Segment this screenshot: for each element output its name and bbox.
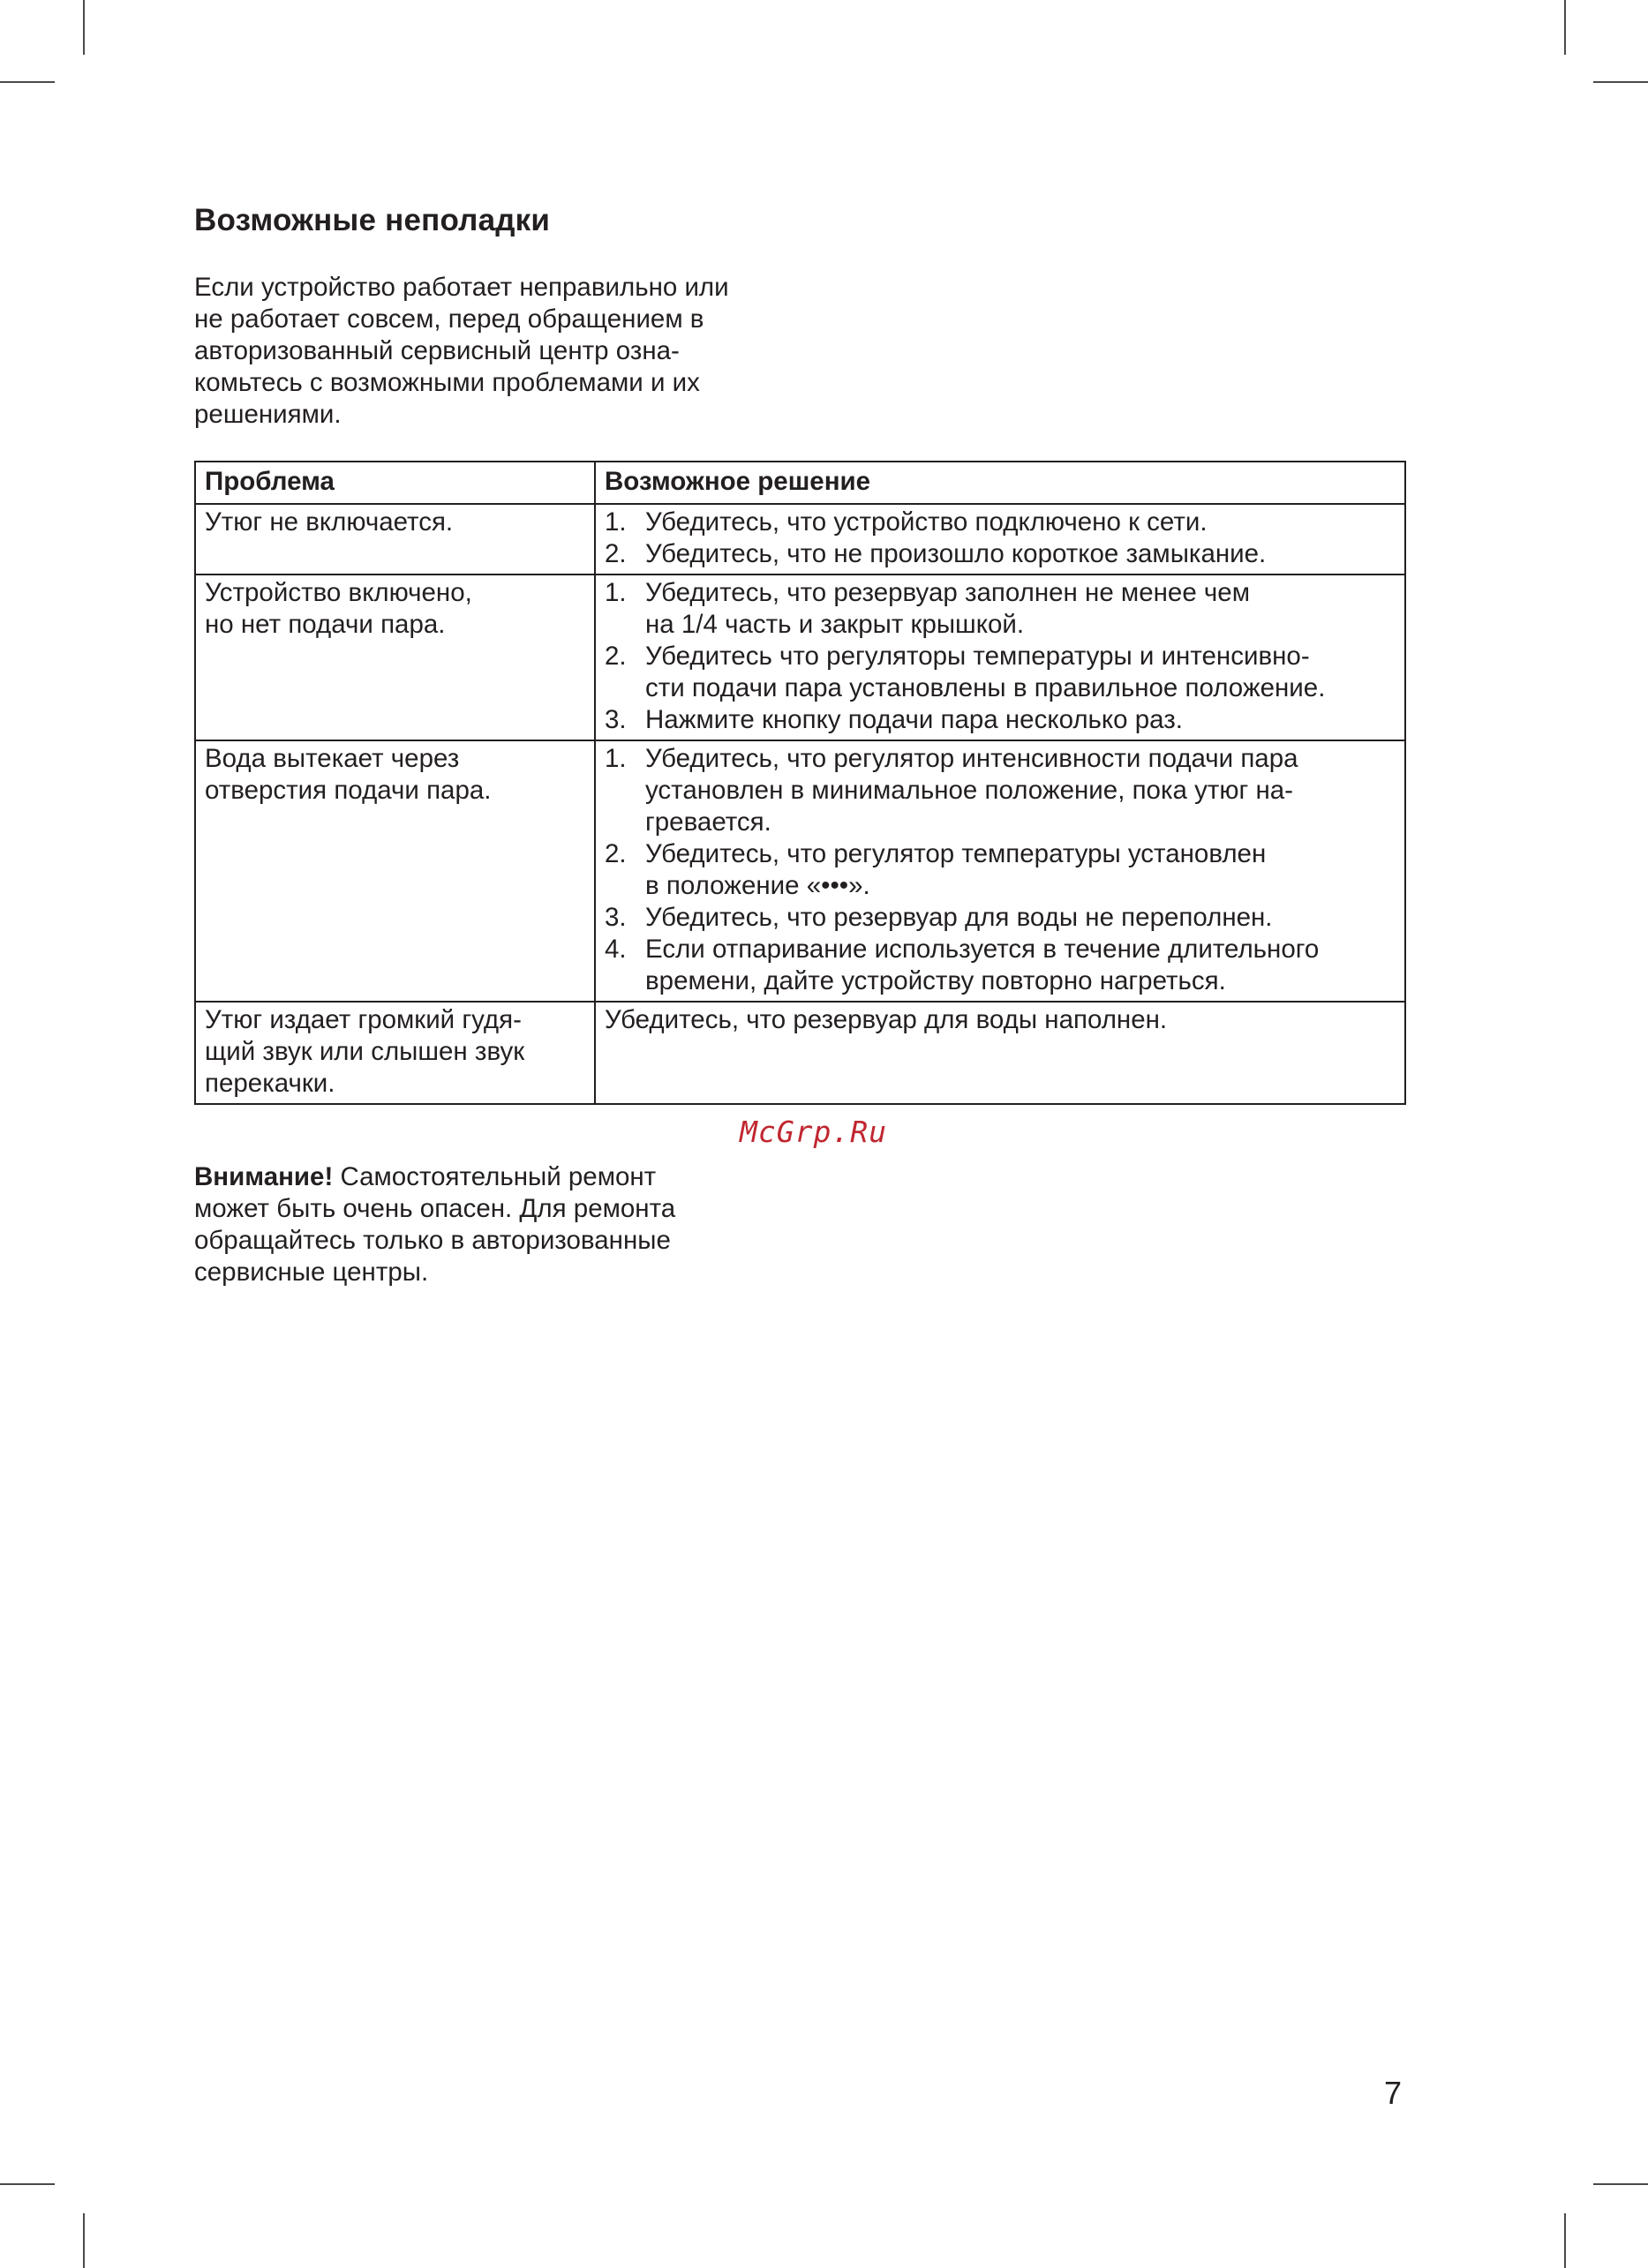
solution-cell: [595, 740, 1405, 1002]
item-text: Если отпаривание используется в течение длительного: [645, 935, 1320, 964]
attention-paragraph: [194, 1161, 812, 1288]
page-title: Возможные неполадки: [194, 203, 551, 237]
crop-mark: [0, 81, 55, 83]
attention-line: может быть очень опасен. Для ремонта: [194, 1194, 676, 1223]
solution-item: [605, 838, 1396, 902]
problem-cell: [195, 504, 595, 575]
item-number: 4.: [605, 935, 627, 964]
crop-mark: [1593, 2183, 1648, 2185]
item-text: гревается.: [645, 807, 771, 837]
item-text: Нажмите кнопку подачи пара несколько раз.: [645, 705, 1183, 734]
page-number: 7: [1384, 2075, 1403, 2111]
attention-label: Внимание!: [194, 1162, 334, 1191]
problem-text: перекачки.: [205, 1069, 335, 1098]
solution-cell: [595, 504, 1405, 575]
troubleshooting-table: [194, 461, 1406, 1105]
problem-cell: [195, 575, 595, 740]
column-header-problem: Проблема: [195, 462, 595, 504]
intro-line: Если устройство работает неправильно или: [194, 273, 729, 302]
item-text: времени, дайте устройству повторно нагреться.: [645, 966, 1226, 995]
item-number: 1.: [605, 507, 627, 537]
problem-text: Утюг издает громкий гудя-: [205, 1005, 522, 1034]
table-row: [195, 504, 1405, 575]
solution-item: [605, 577, 1396, 641]
solution-text: Убедитесь, что резервуар для воды наполнен.: [605, 1005, 1168, 1034]
item-text: Убедитесь, что регулятор температуры установлен: [645, 839, 1267, 868]
item-number: 3.: [605, 705, 627, 734]
intro-line: комьтесь с возможными проблемами и их: [194, 368, 700, 397]
solution-item: [605, 704, 1396, 736]
crop-mark: [1564, 0, 1566, 55]
item-text: Убедитесь, что устройство подключено к сети.: [645, 507, 1208, 537]
problem-text: щий звук или слышен звук: [205, 1037, 525, 1066]
table-header-row: [195, 462, 1405, 504]
item-number: 2.: [605, 839, 627, 868]
problem-text: Вода вытекает через: [205, 744, 460, 773]
item-text: Убедитесь, что резервуар для воды не переполнен.: [645, 903, 1273, 932]
problem-text: Устройство включено,: [205, 578, 472, 607]
table-row: [195, 1002, 1405, 1104]
item-text: Убедитесь что регуляторы температуры и интенсивно-: [645, 642, 1310, 671]
item-text: установлен в минимальное положение, пока утюг на-: [645, 776, 1293, 805]
item-text: Убедитесь, что резервуар заполнен не менее чем: [645, 578, 1250, 607]
problem-cell: [195, 1002, 595, 1104]
item-text: на 1/4 часть и закрыт крышкой.: [645, 610, 1025, 639]
item-text: Убедитесь, что не произошло короткое замыкание.: [645, 539, 1267, 568]
column-header-solution: Возможное решение: [595, 462, 1405, 504]
item-number: 2.: [605, 642, 627, 671]
solution-item: [605, 641, 1396, 704]
problem-cell: [195, 740, 595, 1002]
solution-item: [605, 538, 1396, 570]
attention-line: сервисные центры.: [194, 1258, 429, 1287]
problem-text: Утюг не включается.: [205, 507, 454, 537]
crop-mark: [83, 0, 85, 55]
solution-cell: [595, 1002, 1405, 1104]
intro-line: не работает совсем, перед обращением в: [194, 304, 704, 334]
item-number: 3.: [605, 903, 627, 932]
solution-item: [605, 507, 1396, 538]
item-number: 2.: [605, 539, 627, 568]
crop-mark: [0, 2183, 55, 2185]
item-text: Убедитесь, что регулятор интенсивности подачи пара: [645, 744, 1298, 773]
attention-line: обращайтесь только в авторизованные: [194, 1226, 671, 1255]
item-text: сти подачи пара установлены в правильное положение.: [645, 673, 1326, 702]
crop-mark: [83, 2213, 85, 2268]
intro-line: авторизованный сервисный центр озна-: [194, 336, 680, 365]
table-row: [195, 575, 1405, 740]
item-text: в положение «•••».: [645, 871, 870, 900]
crop-mark: [1593, 81, 1648, 83]
intro-paragraph: [194, 272, 812, 431]
solution-cell: [595, 575, 1405, 740]
attention-text: Самостоятельный ремонт: [333, 1162, 657, 1191]
table-row: [195, 740, 1405, 1002]
attention-line: [194, 1161, 812, 1193]
item-number: 1.: [605, 578, 627, 607]
problem-text: отверстия подачи пара.: [205, 776, 492, 805]
crop-mark: [1564, 2213, 1566, 2268]
solution-item: [605, 934, 1396, 997]
intro-line: решениями.: [194, 400, 342, 429]
solution-item: [605, 902, 1396, 934]
problem-text: но нет подачи пара.: [205, 610, 446, 639]
item-number: 1.: [605, 744, 627, 773]
watermark: McGrp.Ru: [740, 1115, 887, 1149]
solution-item: [605, 743, 1396, 838]
